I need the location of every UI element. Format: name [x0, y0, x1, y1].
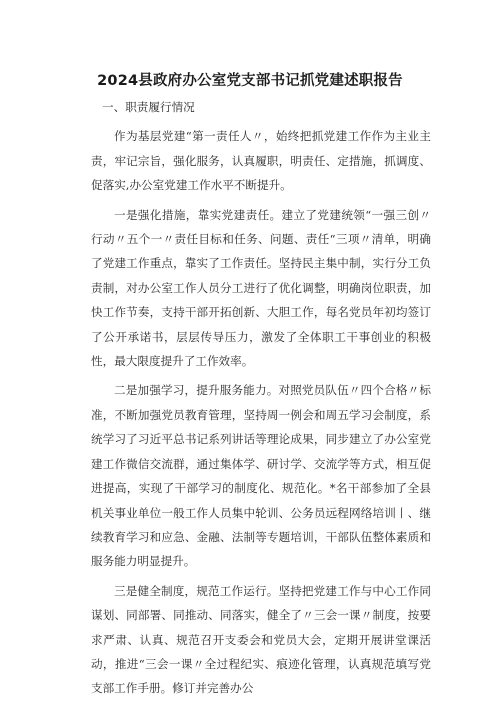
- paragraph-system: 三是健全制度，规范工作运行。坚持把党建工作与中心工作同谋划、同部署、同推动、同落实，健全了〃三会一课〃制度，按要求严肃、认真、规范召开支委会和党员大会，定期开展讲堂课活动，推进“三会一课〃全过程纪实、痕迹化管理，认真规范填写党支部工作手册。修订并完善办公: [91, 583, 431, 696]
- document-body: [91, 95, 431, 701]
- paragraph-intro: 作为基层党建“第一责任人〃，始终把抓党建工作作为主业主责，牢记宗旨，强化服务，认真履职，明责任、定措施，抓调度、促落实,办公室党建工作水平不断提升。: [91, 129, 431, 193]
- paragraph-learning: 二是加强学习，提升服务能力。对照党员队伍〃四个合格〃标准，不断加强党员教育管理，坚持周一例会和周五学习会制度，系统学习了习近平总书记系列讲话等理论成果，同步建立了办公室党建工作微信交流群，通过集体学、研讨学、交流学等方式，相互促进提高，实现了干部学习的制度化、规范化。*名干部参加了全县机关事业单位一般工作人员集中轮训、公务员远程网络培训丨、继续教育学习和应急、金融、法制等专题培训，干部队伍整体素质和服务能力明显提升。: [91, 383, 431, 569]
- section-heading: 一、职责履行情况: [102, 100, 195, 114]
- document-title: 2024县政府办公室党支部书记抓党建述职报告: [97, 73, 403, 89]
- paragraph-responsibility: 一是强化措施，靠实党建责任。建立了党建统领“一强三创〃行动〃五个一〃责任目标和任务、问题、责任“三项〃清单，明确了党建工作重点，靠实了工作责任。坚持民主集中制，实行分工负责制，对办公室工作人员分工进行了优化调整，明确岗位职责，加快工作节奏，支持干部开拓创新、大胆工作，每名党员年初均签订了公开承诺书，层层传导压力，激发了全体职工干事创业的积极性，最大限度提升了工作效率。: [91, 207, 431, 369]
